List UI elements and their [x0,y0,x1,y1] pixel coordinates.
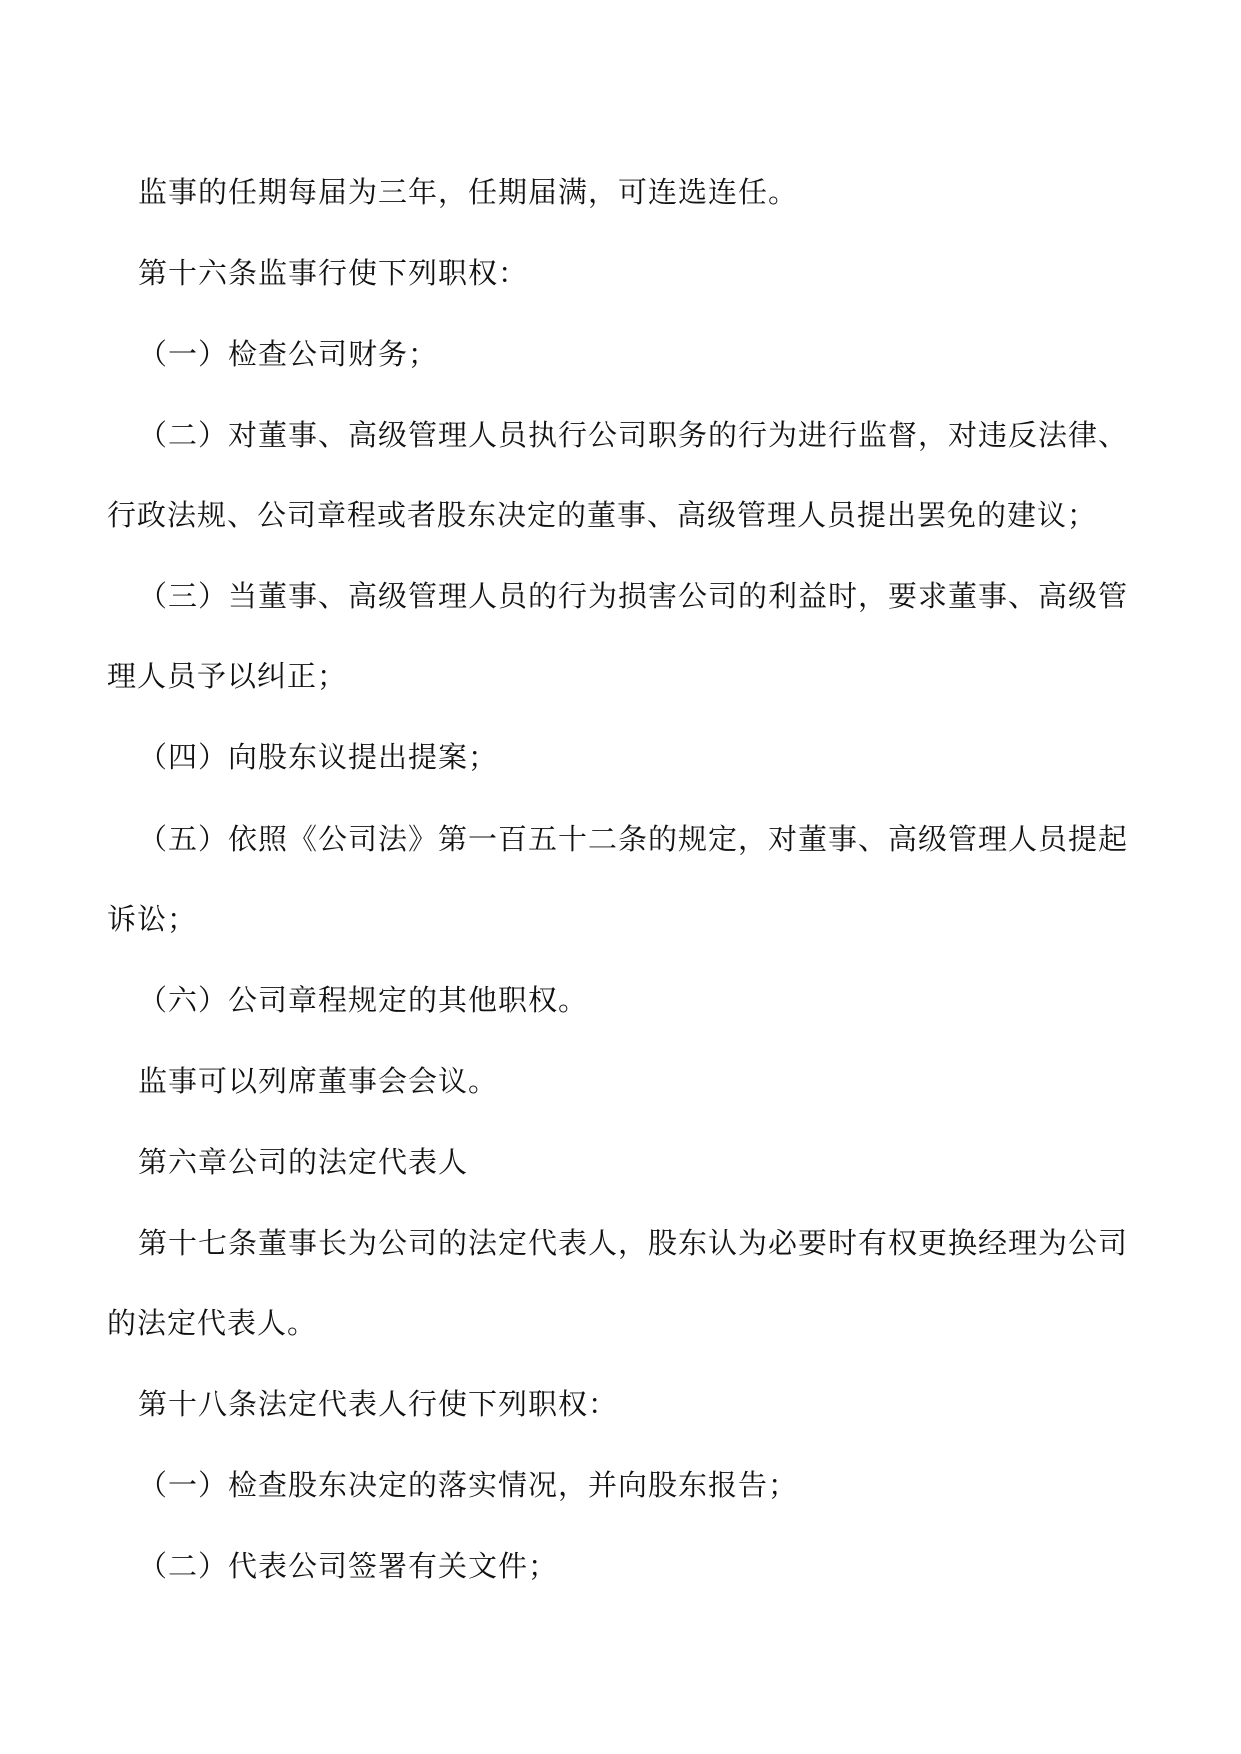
paragraph-article-16-item-6: （六）公司章程规定的其他职权。 [138,983,589,1017]
paragraph-supervisor-term: 监事的任期每届为三年，任期届满，可连选连任。 [138,175,799,209]
chapter-6-heading: 第六章公司的法定代表人 [138,1145,469,1179]
paragraph-article-16-item-2: （二）对董事、高级管理人员执行公司职务的行为进行监督，对违反法律、行政法规、公司章程或者股东决定的董事、高级管理人员提出罢免的建议； [107,418,1129,532]
paragraph-article-18-heading: 第十八条法定代表人行使下列职权： [138,1387,619,1421]
paragraph-article-17: 第十七条董事长为公司的法定代表人，股东认为必要时有权更换经理为公司的法定代表人。 [107,1226,1129,1340]
paragraph-article-16-item-4: （四）向股东议提出提案； [138,740,499,774]
paragraph-article-18-item-2: （二）代表公司签署有关文件； [138,1549,559,1583]
paragraph-article-16-heading: 第十六条监事行使下列职权： [138,256,529,290]
paragraph-article-18-item-1: （一）检查股东决定的落实情况，并向股东报告； [138,1468,799,1502]
paragraph-article-16-item-1: （一）检查公司财务； [138,337,439,371]
paragraph-article-16-item-3: （三）当董事、高级管理人员的行为损害公司的利益时，要求董事、高级管理人员予以纠正； [107,579,1129,693]
paragraph-article-16-item-5: （五）依照《公司法》第一百五十二条的规定，对董事、高级管理人员提起诉讼； [107,822,1129,936]
paragraph-supervisor-attend-meetings: 监事可以列席董事会会议。 [138,1064,499,1098]
